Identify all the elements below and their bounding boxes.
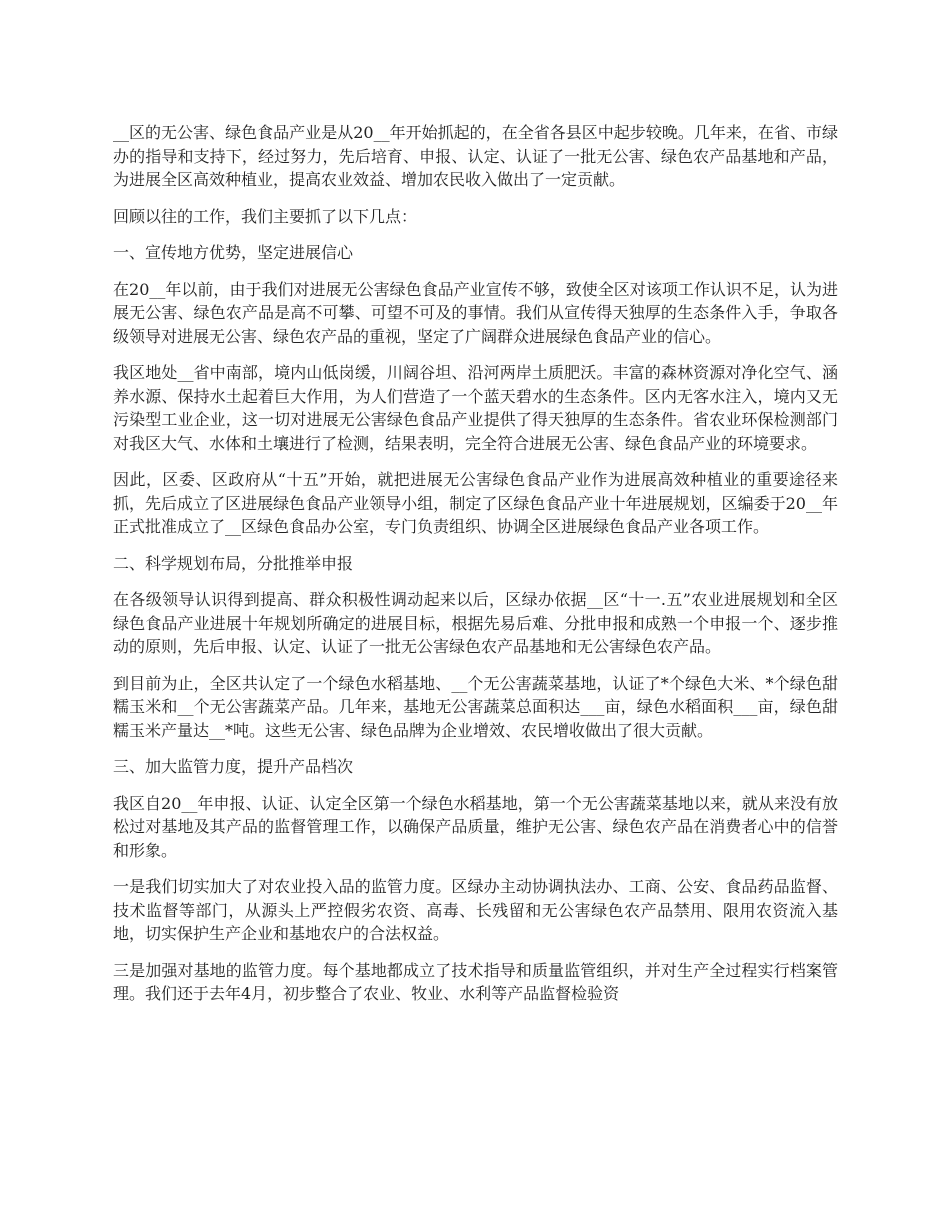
paragraph: 三是加强对基地的监管力度。每个基地都成立了技术指导和质量监管组织，并对生产全过程实行档案管理。我们还于去年4月，初步整合了农业、牧业、水利等产品监督检验资 <box>113 960 838 1003</box>
document-body <box>113 121 838 1019</box>
paragraph: 我区地处__省中南部，境内山低岗缓，川阔谷坦、沿河两岸土质肥沃。丰富的森林资源对净化空气、涵养水源、保持水土起着巨大作用，为人们营造了一个蓝天碧水的生态条件。区内无客水注入，境内又无污染型工业企业，这一切对进展无公害绿色食品产业提供了得天独厚的生态条件。省农业环保检测部门对我区大气、水体和土壤进行了检测，结果表明，完全符合进展无公害、绿色食品产业的环境要求。 <box>113 363 838 453</box>
paragraph: 到目前为止，全区共认定了一个绿色水稻基地、__个无公害蔬菜基地，认证了*个绿色大米、*个绿色甜糯玉米和__个无公害蔬菜产品。几年来，基地无公害蔬菜总面积达___亩，绿色水稻面积___亩，绿色甜糯玉米产量达__*吨。这些无公害、绿色品牌为企业增效、农民增收做出了很大贡献。 <box>113 673 838 740</box>
section-heading-3: 三、加大监管力度，提升产品档次 <box>113 757 354 776</box>
paragraph: 我区自20__年申报、认证、认定全区第一个绿色水稻基地，第一个无公害蔬菜基地以来，就从来没有放松过对基地及其产品的监督管理工作，以确保产品质量，维护无公害、绿色农产品在消费者心中的信誉和形象。 <box>113 793 838 860</box>
paragraph: 因此，区委、区政府从“十五”开始，就把进展无公害绿色食品产业作为进展高效种植业的重要途径来抓，先后成立了区进展绿色食品产业领导小组，制定了区绿色食品产业十年进展规划，区编委于20__年正式批准成立了__区绿色食品办公室，专门负责组织、协调全区进展绿色食品产业各项工作。 <box>113 470 838 536</box>
paragraph: 一是我们切实加大了对农业投入品的监管力度。区绿办主动协调执法办、工商、公安、食品药品监督、技术监督等部门，从源头上严控假劣农资、高毒、长残留和无公害绿色农产品禁用、限用农资流入基地，切实保护生产企业和基地农户的合法权益。 <box>113 877 838 943</box>
paragraph: 在各级领导认识得到提高、群众积极性调动起来以后，区绿办依据__区“十一.五”农业进展规划和全区绿色食品产业进展十年规划所确定的进展目标，根据先易后难、分批申报和成熟一个申报一个、逐步推动的原则，先后申报、认定、认证了一批无公害绿色农产品基地和无公害绿色农产品。 <box>113 590 838 656</box>
paragraph-intro: __区的无公害、绿色食品产业是从20__年开始抓起的，在全省各县区中起步较晚。几年来，在省、市绿办的指导和支持下，经过努力，先后培育、申报、认定、认证了一批无公害、绿色农产品基地和产品，为进展全区高效种植业，提高农业效益、增加农民收入做出了一定贡献。 <box>113 123 838 189</box>
section-heading-2: 二、科学规划布局，分批推举申报 <box>113 553 354 573</box>
paragraph-review: 回顾以往的工作，我们主要抓了以下几点： <box>113 206 418 226</box>
paragraph: 在20__年以前，由于我们对进展无公害绿色食品产业宣传不够，致使全区对该项工作认识不足，认为进展无公害、绿色农产品是高不可攀、可望不可及的事情。我们从宣传得天独厚的生态条件入手，争取各级领导对进展无公害、绿色农产品的重视，坚定了广阔群众进展绿色食品产业的信心。 <box>113 279 838 346</box>
section-heading-1: 一、宣传地方优势，坚定进展信心 <box>113 243 354 262</box>
